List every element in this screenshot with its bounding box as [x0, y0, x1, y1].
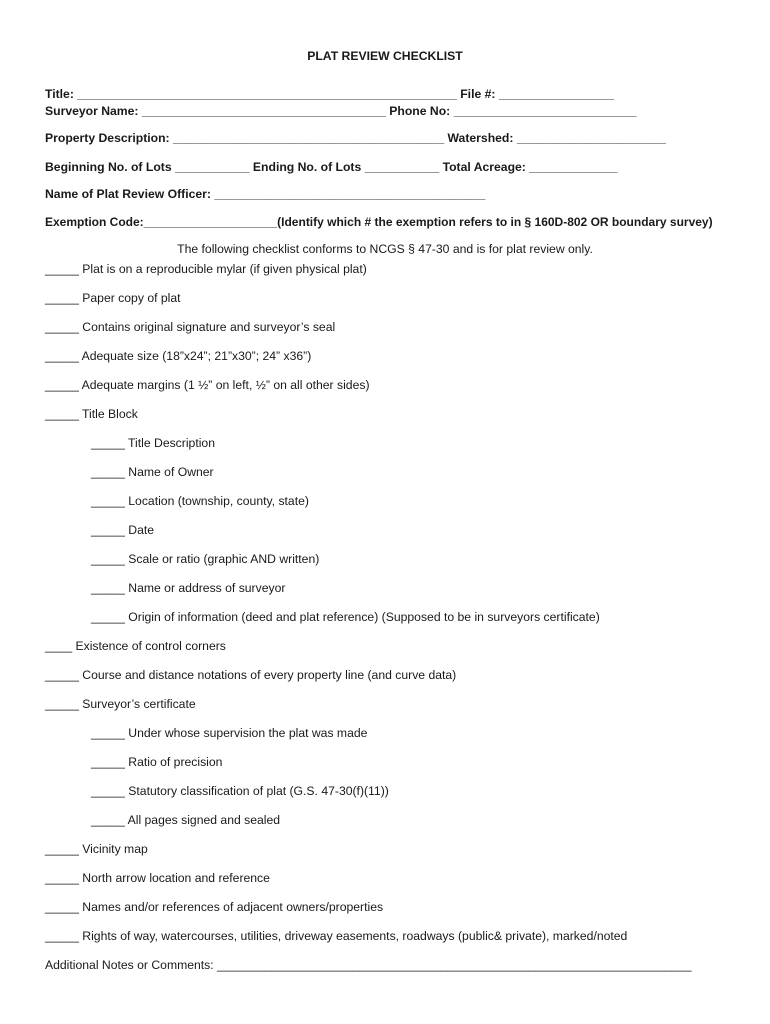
checklist-item: _____ Plat is on a reproducible mylar (if given physical plat)	[45, 262, 367, 276]
checklist-item: _____ Title Block	[45, 407, 138, 421]
checklist-subitem: _____ Date	[91, 523, 155, 537]
checklist-item: _____ Adequate margins (1 ½” on left, ½” on all other sides)	[45, 378, 370, 392]
exemption-code-field: Exemption Code:____________________(Identify which # the exemption refers to in § 160D-802 OR boundary survey)	[45, 215, 713, 229]
checklist-subitem: _____ Name of Owner	[91, 465, 214, 479]
intro-text: The following checklist conforms to NCGS § 47-30 and is for plat review only.	[177, 242, 593, 256]
checklist-subitem: _____ Name or address of surveyor	[91, 581, 286, 595]
checklist-item: _____ Surveyor’s certificate	[45, 697, 196, 711]
checklist-subitem: _____ Location (township, county, state)	[91, 494, 309, 508]
checklist-subitem: _____ Scale or ratio (graphic AND written)	[91, 552, 320, 566]
additional-notes-field: Additional Notes or Comments: ______________________________________________________________________	[45, 958, 692, 972]
checklist-item: _____ Vicinity map	[45, 842, 148, 856]
checklist-item: _____ Course and distance notations of every property line (and curve data)	[45, 668, 457, 682]
checklist-item: _____ Contains original signature and surveyor’s seal	[45, 320, 336, 334]
checklist-item: _____ North arrow location and reference	[45, 871, 270, 885]
checklist-item: ____ Existence of control corners	[45, 639, 226, 653]
checklist-item: _____ Adequate size (18”x24”; 21”x30”; 24” x36”)	[45, 349, 312, 363]
checklist-subitem: _____ Under whose supervision the plat was made	[91, 726, 368, 740]
checklist-subitem: _____ All pages signed and sealed	[91, 813, 281, 827]
review-officer-field: Name of Plat Review Officer: ________________________________________	[45, 187, 486, 201]
surveyor-phone-field: Surveyor Name: ____________________________________ Phone No: ___________________________	[45, 104, 637, 118]
checklist-subitem: _____ Origin of information (deed and plat reference) (Supposed to be in surveyors certificate)	[91, 610, 600, 624]
title-file-field: Title: ________________________________________________________ File #: _________________	[45, 87, 615, 101]
checklist-subitem: _____ Title Description	[91, 436, 215, 450]
property-watershed-field: Property Description: ________________________________________ Watershed: ______________________	[45, 131, 666, 145]
checklist-item: _____ Rights of way, watercourses, utilities, driveway easements, roadways (public& private), marked/noted	[45, 929, 628, 943]
checklist-subitem: _____ Statutory classification of plat (G.S. 47-30(f)(11))	[91, 784, 389, 798]
lots-acreage-field: Beginning No. of Lots ___________ Ending No. of Lots ___________ Total Acreage: _____________	[45, 160, 618, 174]
checklist-item: _____ Names and/or references of adjacent owners/properties	[45, 900, 384, 914]
document-title: PLAT REVIEW CHECKLIST	[307, 49, 463, 63]
checklist-subitem: _____ Ratio of precision	[91, 755, 223, 769]
checklist-item: _____ Paper copy of plat	[45, 291, 181, 305]
